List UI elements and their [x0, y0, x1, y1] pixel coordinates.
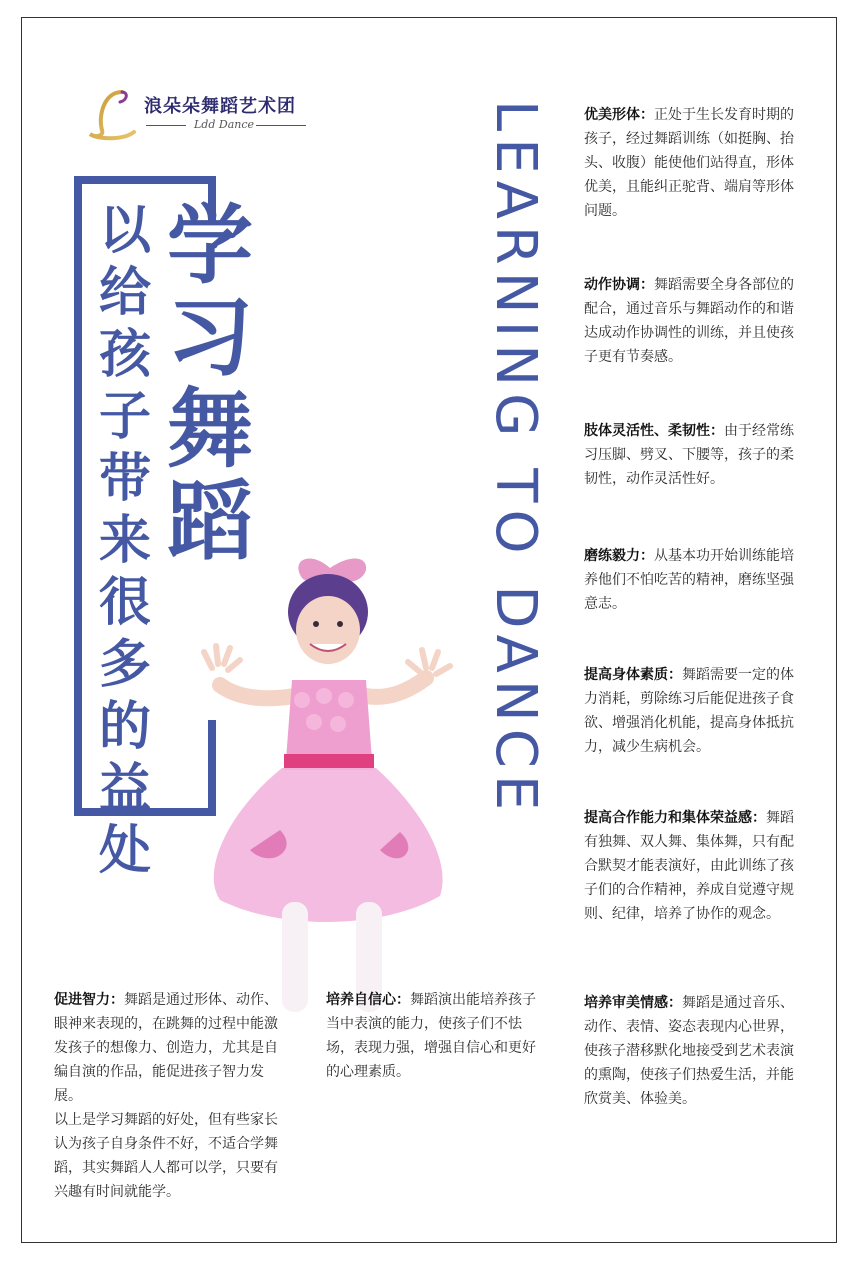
- benefit-item: [584, 544, 802, 616]
- benefit-text: 由于经常练习压脚、劈叉、下腰等，孩子的柔韧性，动作灵活性好。: [584, 423, 794, 487]
- logo-divider: [256, 125, 306, 126]
- logo-mark-icon: [84, 86, 140, 142]
- benefit-title: 提高身体素质：: [584, 667, 682, 683]
- dancer-girl-illustration: [190, 550, 460, 1050]
- benefit-item: [584, 273, 802, 369]
- benefit-text: 舞蹈是通过音乐、动作、表情、姿态表现内心世界，使孩子潜移默化地接受到艺术表演的熏陶，使孩子们热爱生活，并能欣赏美、体验美。: [584, 995, 794, 1107]
- headline-sub-char: 孩: [98, 325, 151, 385]
- headline-sub-char: 以: [98, 201, 151, 261]
- headline-sub-char: 多: [98, 635, 151, 695]
- benefit-text: 舞蹈需要全身各部位的配合，通过音乐与舞蹈动作的和谐达成动作协调性的训练，并且使孩子更有节奏感。: [584, 277, 794, 365]
- benefit-title: 优美形体：: [584, 107, 654, 123]
- logo-subtitle: Ldd Dance: [194, 118, 255, 131]
- benefit-item-left: [54, 988, 280, 1204]
- benefit-text: 舞蹈演出能培养孩子当中表演的能力，使孩子们不怯场，表现力强，增强自信心和更好的心理素质。: [326, 992, 536, 1080]
- benefit-item: [584, 663, 802, 759]
- benefit-item: [584, 806, 802, 926]
- headline-char: 蹈: [167, 472, 253, 572]
- benefit-item: [584, 419, 802, 491]
- benefit-title: 培养审美情感：: [584, 995, 682, 1011]
- logo: [84, 86, 314, 142]
- benefit-title: 动作协调：: [584, 277, 654, 293]
- headline-char: 舞: [167, 380, 253, 480]
- headline-main: [160, 196, 260, 572]
- headline-sub-char: 给: [98, 263, 151, 323]
- vertical-english-title: LEARNING TO DANCE: [483, 100, 548, 818]
- benefit-item: [584, 103, 802, 223]
- logo-divider: [146, 125, 186, 126]
- headline-sub-char: 益: [98, 759, 151, 819]
- logo-name: 浪朵朵舞蹈艺术团: [144, 96, 296, 117]
- benefit-text: 舞蹈是通过形体、动作、眼神来表现的，在跳舞的过程中能激发孩子的想像力、创造力，尤其是自编自演的作品，能促进孩子智力发展。: [54, 992, 278, 1104]
- benefit-text: 舞蹈需要一定的体力消耗，剪除练习后能促进孩子食欲、增强消化机能，提高身体抵抗力，减少生病机会。: [584, 667, 794, 755]
- benefit-text: 正处于生长发育时期的孩子，经过舞蹈训练（如挺胸、抬头、收腹）能使他们站得直，形体优美，且能纠正驼背、端肩等形体问题。: [584, 107, 794, 219]
- headline-sub-char: 处: [98, 821, 151, 881]
- benefit-title: 培养自信心：: [326, 992, 410, 1008]
- headline-char: 学: [167, 196, 253, 296]
- benefit-text: 从基本功开始训练能培养他们不怕吃苦的精神，磨练坚强意志。: [584, 548, 794, 612]
- headline-sub: [92, 200, 158, 882]
- headline-sub-char: 带: [98, 449, 151, 509]
- benefit-item-middle: [326, 988, 546, 1084]
- closing-paragraph: 以上是学习舞蹈的好处，但有些家长认为孩子自身条件不好，不适合学舞蹈，其实舞蹈人人都可以学，只要有兴趣有时间就能学。: [54, 1112, 278, 1200]
- benefit-title: 肢体灵活性、柔韧性：: [584, 423, 724, 439]
- headline-sub-char: 来: [98, 511, 151, 571]
- benefit-item: [584, 991, 802, 1111]
- headline-sub-char: 很: [98, 573, 151, 633]
- headline-sub-char: 子: [98, 387, 151, 447]
- benefit-title: 促进智力：: [54, 992, 124, 1008]
- benefit-text: 舞蹈有独舞、双人舞、集体舞，只有配合默契才能表演好，由此训练了孩子们的合作精神，养成自觉遵守规则、纪律，培养了协作的观念。: [584, 810, 794, 922]
- benefit-title: 提高合作能力和集体荣益感：: [584, 810, 766, 826]
- benefit-title: 磨练毅力：: [584, 548, 654, 564]
- headline-char: 习: [167, 288, 253, 388]
- headline-sub-char: 的: [98, 697, 151, 757]
